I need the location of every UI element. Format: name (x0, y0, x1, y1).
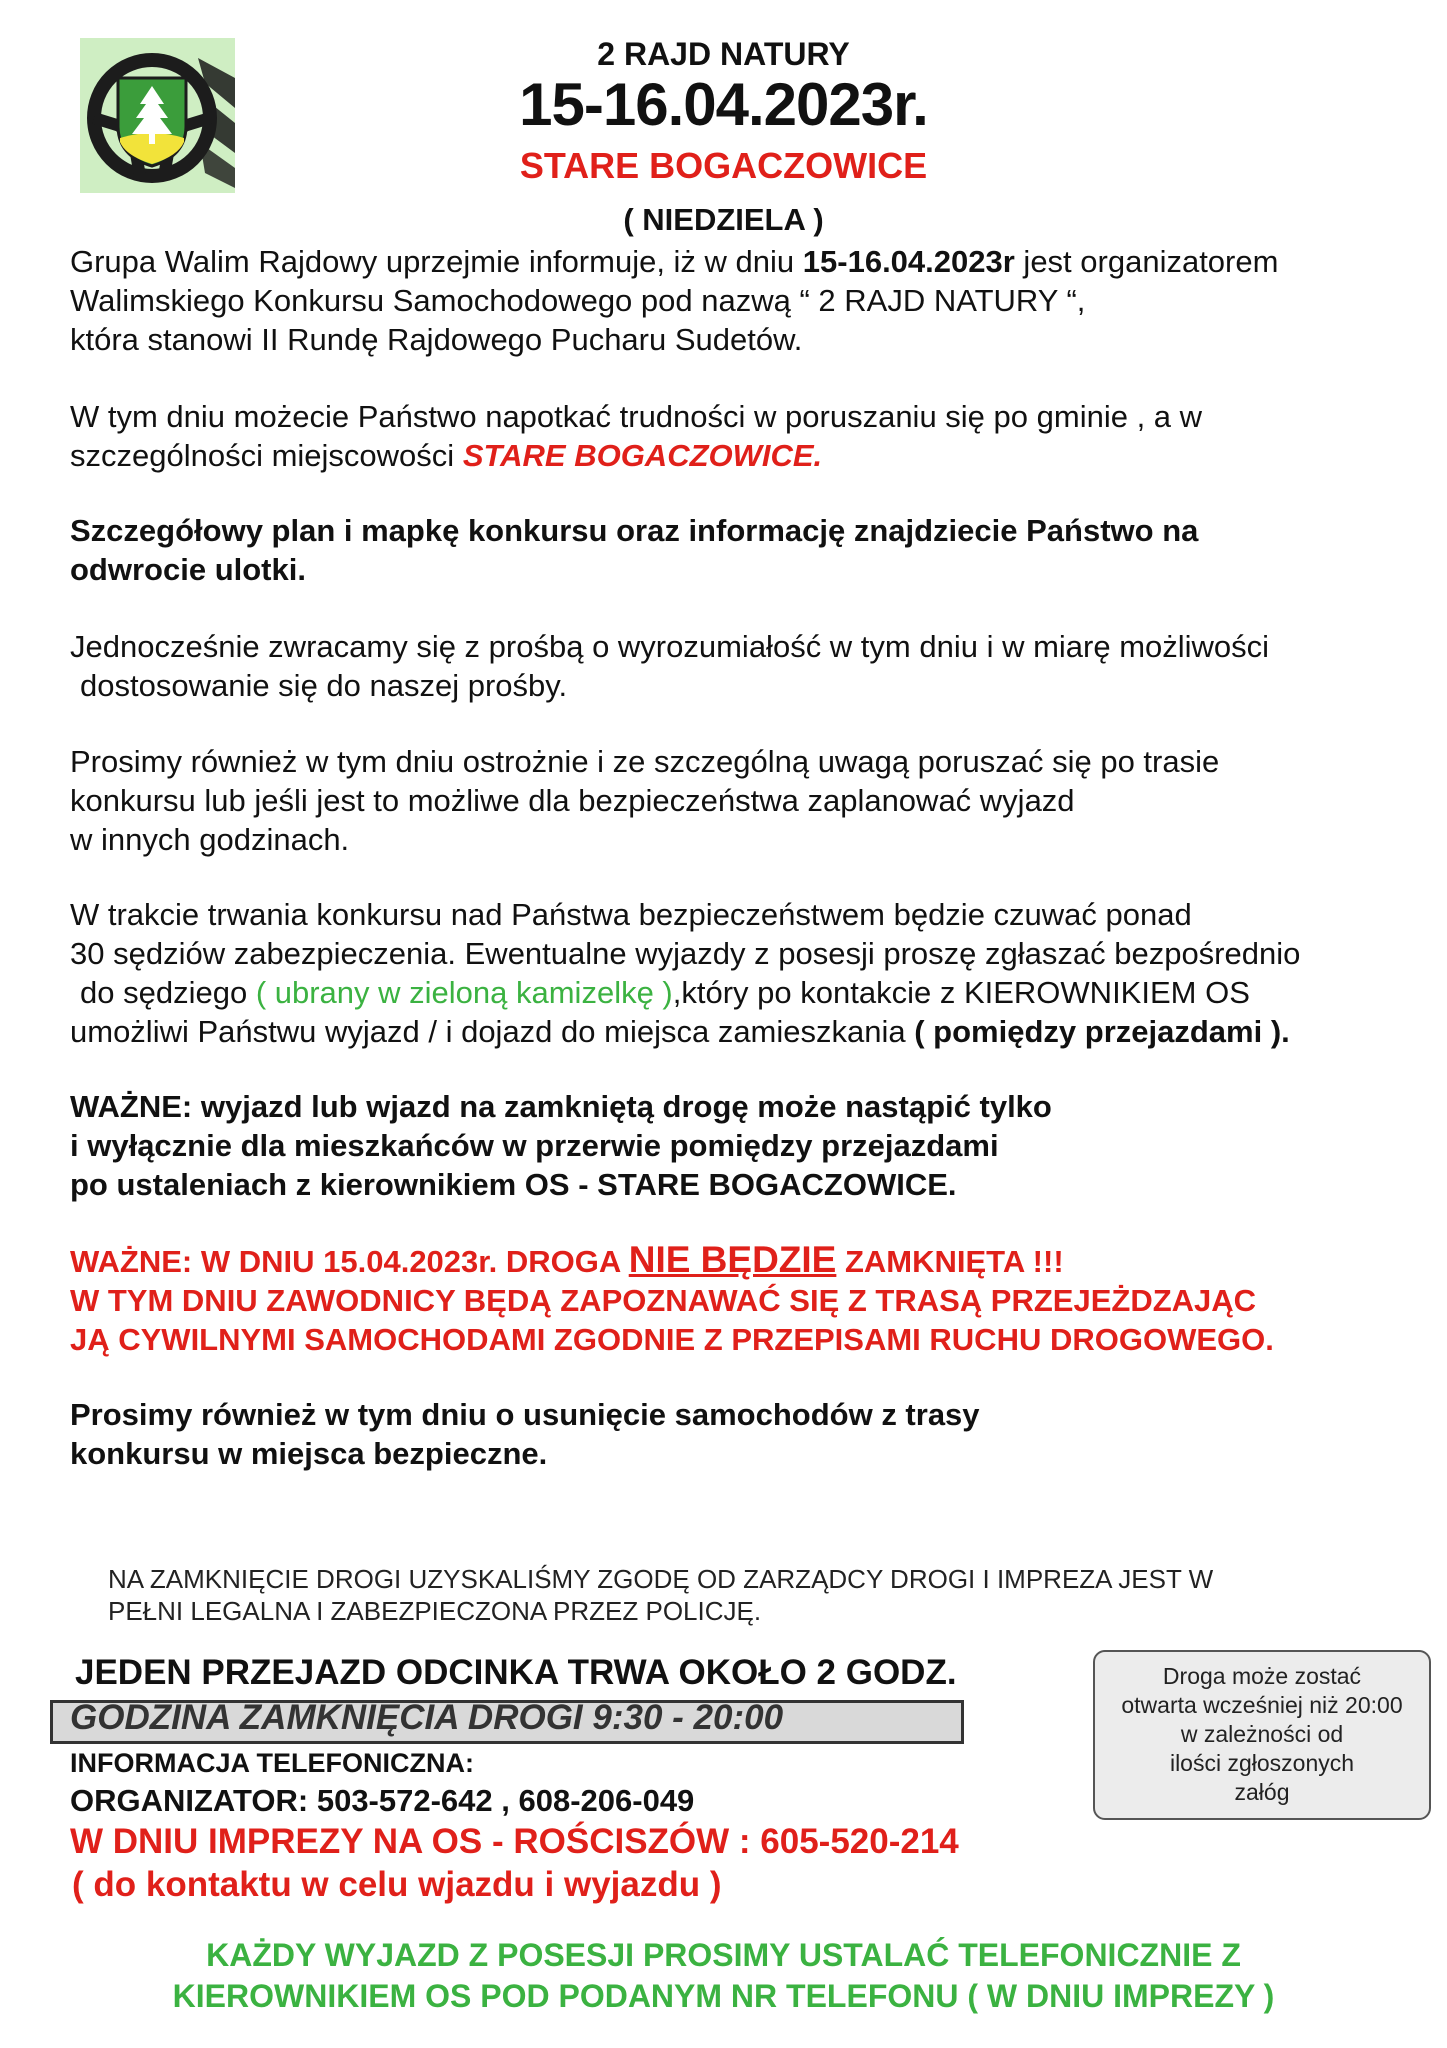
legal-notice: NA ZAMKNIĘCIE DROGI UZYSKALIŚMY ZGODĘ OD ZARZĄDCY DROGI I IMPREZA JEST W PEŁNI LEGALNA I ZABEZPIECZONA PRZEZ POLICJĘ. (108, 1564, 1214, 1626)
event-dates: 15-16.04.2023r. (519, 71, 928, 138)
caution-paragraph: Prosimy również w tym dniu ostrożnie i ze szczególną uwagą poruszać się po trasie konkursu lub jeśli jest to możliwe dla bezpieczeństwa zaplanować wyjazd w innych godzinach. (70, 744, 1220, 857)
important-notice-residents: WAŻNE: wyjazd lub wjazd na zamkniętą drogę może nastąpić tylko i wyłącznie dla mieszkańców w przerwie pomiędzy przejazdami po ustaleniach z kierownikiem OS - STARE BOGACZOWICE. (70, 1089, 1052, 1202)
footer-notice: KAŻDY WYJAZD Z POSESJI PROSIMY USTALAĆ TELEFONICZNIE Z KIEROWNIKIEM OS POD PODANYM NR TELEFONU ( W DNIU IMPREZY ) (172, 1937, 1275, 2014)
request-paragraph: Jednocześnie zwracamy się z prośbą o wyrozumiałość w tym dniu i w miarę możliwości dostosowanie się do naszej prośby. (70, 629, 1270, 703)
early-opening-note: Droga może zostać otwarta wcześniej niż 20:00 w zależności od ilości zgłoszonych załóg (1093, 1650, 1431, 1820)
green-vest-note: ( ubrany w zieloną kamizelkę ) (255, 975, 673, 1010)
phone-info-label: INFORMACJA TELEFONICZNA: (70, 1748, 474, 1778)
stage-duration: JEDEN PRZEJAZD ODCINKA TRWA OKOŁO 2 GODZ. (75, 1653, 957, 1692)
contact-purpose: ( do kontaktu w celu wjazdu i wyjazdu ) (72, 1865, 722, 1904)
event-day: ( NIEDZIELA ) (623, 202, 824, 237)
remove-cars-paragraph: Prosimy również w tym dniu o usunięcie samochodów z trasy konkursu w miejsca bezpieczne. (70, 1397, 980, 1471)
organizer-phones: ORGANIZATOR: 503-572-642 , 608-206-049 (70, 1783, 695, 1818)
event-name: 2 RAJD NATURY (597, 36, 850, 72)
not-closed-highlight: NIE BĘDZIE (628, 1239, 837, 1280)
safety-paragraph: W trakcie trwania konkursu nad Państwa bezpieczeństwem będzie czuwać ponad 30 sędziów zabezpieczenia. Ewentualne wyjazdy z posesji proszę zgłaszać bezpośrednio do sędziego ( ubrany w zieloną kamizelkę ),który po kontakcie z KIEROWNIKIEM OS umożliwi Państwu wyjazd / i dojazd do miejsca zamieszkania ( pomiędzy przejazdami ). (70, 897, 1301, 1049)
event-dates-inline: 15-16.04.2023r (802, 244, 1015, 279)
important-notice-road-open: WAŻNE: W DNIU 15.04.2023r. DROGA NIE BĘDZIE ZAMKNIĘTA !!! W TYM DNIU ZAWODNICY BĘDĄ ZAPOZNAWAĆ SIĘ Z TRASĄ PRZEJEŻDZAJĄC JĄ CYWILNYMI SAMOCHODAMI ZGODNIE Z PRZEPISAMI RUCHU DROGOWEGO. (70, 1239, 1274, 1357)
location-highlight: STARE BOGACZOWICE. (462, 438, 823, 473)
event-day-phone: W DNIU IMPREZY NA OS - ROŚCISZÓW : 605-520-214 (70, 1822, 959, 1861)
event-location: STARE BOGACZOWICE (519, 145, 928, 186)
closing-hours: GODZINA ZAMKNIĘCIA DROGI 9:30 - 20:00 (70, 1698, 784, 1737)
difficulty-paragraph: W tym dniu możecie Państwo napotkać trudności w poruszaniu się po gminie , a w szczególności miejscowości STARE BOGACZOWICE. (70, 399, 1203, 473)
intro-paragraph: Grupa Walim Rajdowy uprzejmie informuje, iż w dniu 15-16.04.2023r jest organizatorem Walimskiego Konkursu Samochodowego pod nazwą “ 2 RAJD NATURY “, która stanowi II Rundę Rajdowego Pucharu Sudetów. (70, 244, 1279, 357)
map-info-paragraph: Szczegółowy plan i mapkę konkursu oraz informację znajdziecie Państwo na odwrocie ulotki. (70, 513, 1199, 587)
